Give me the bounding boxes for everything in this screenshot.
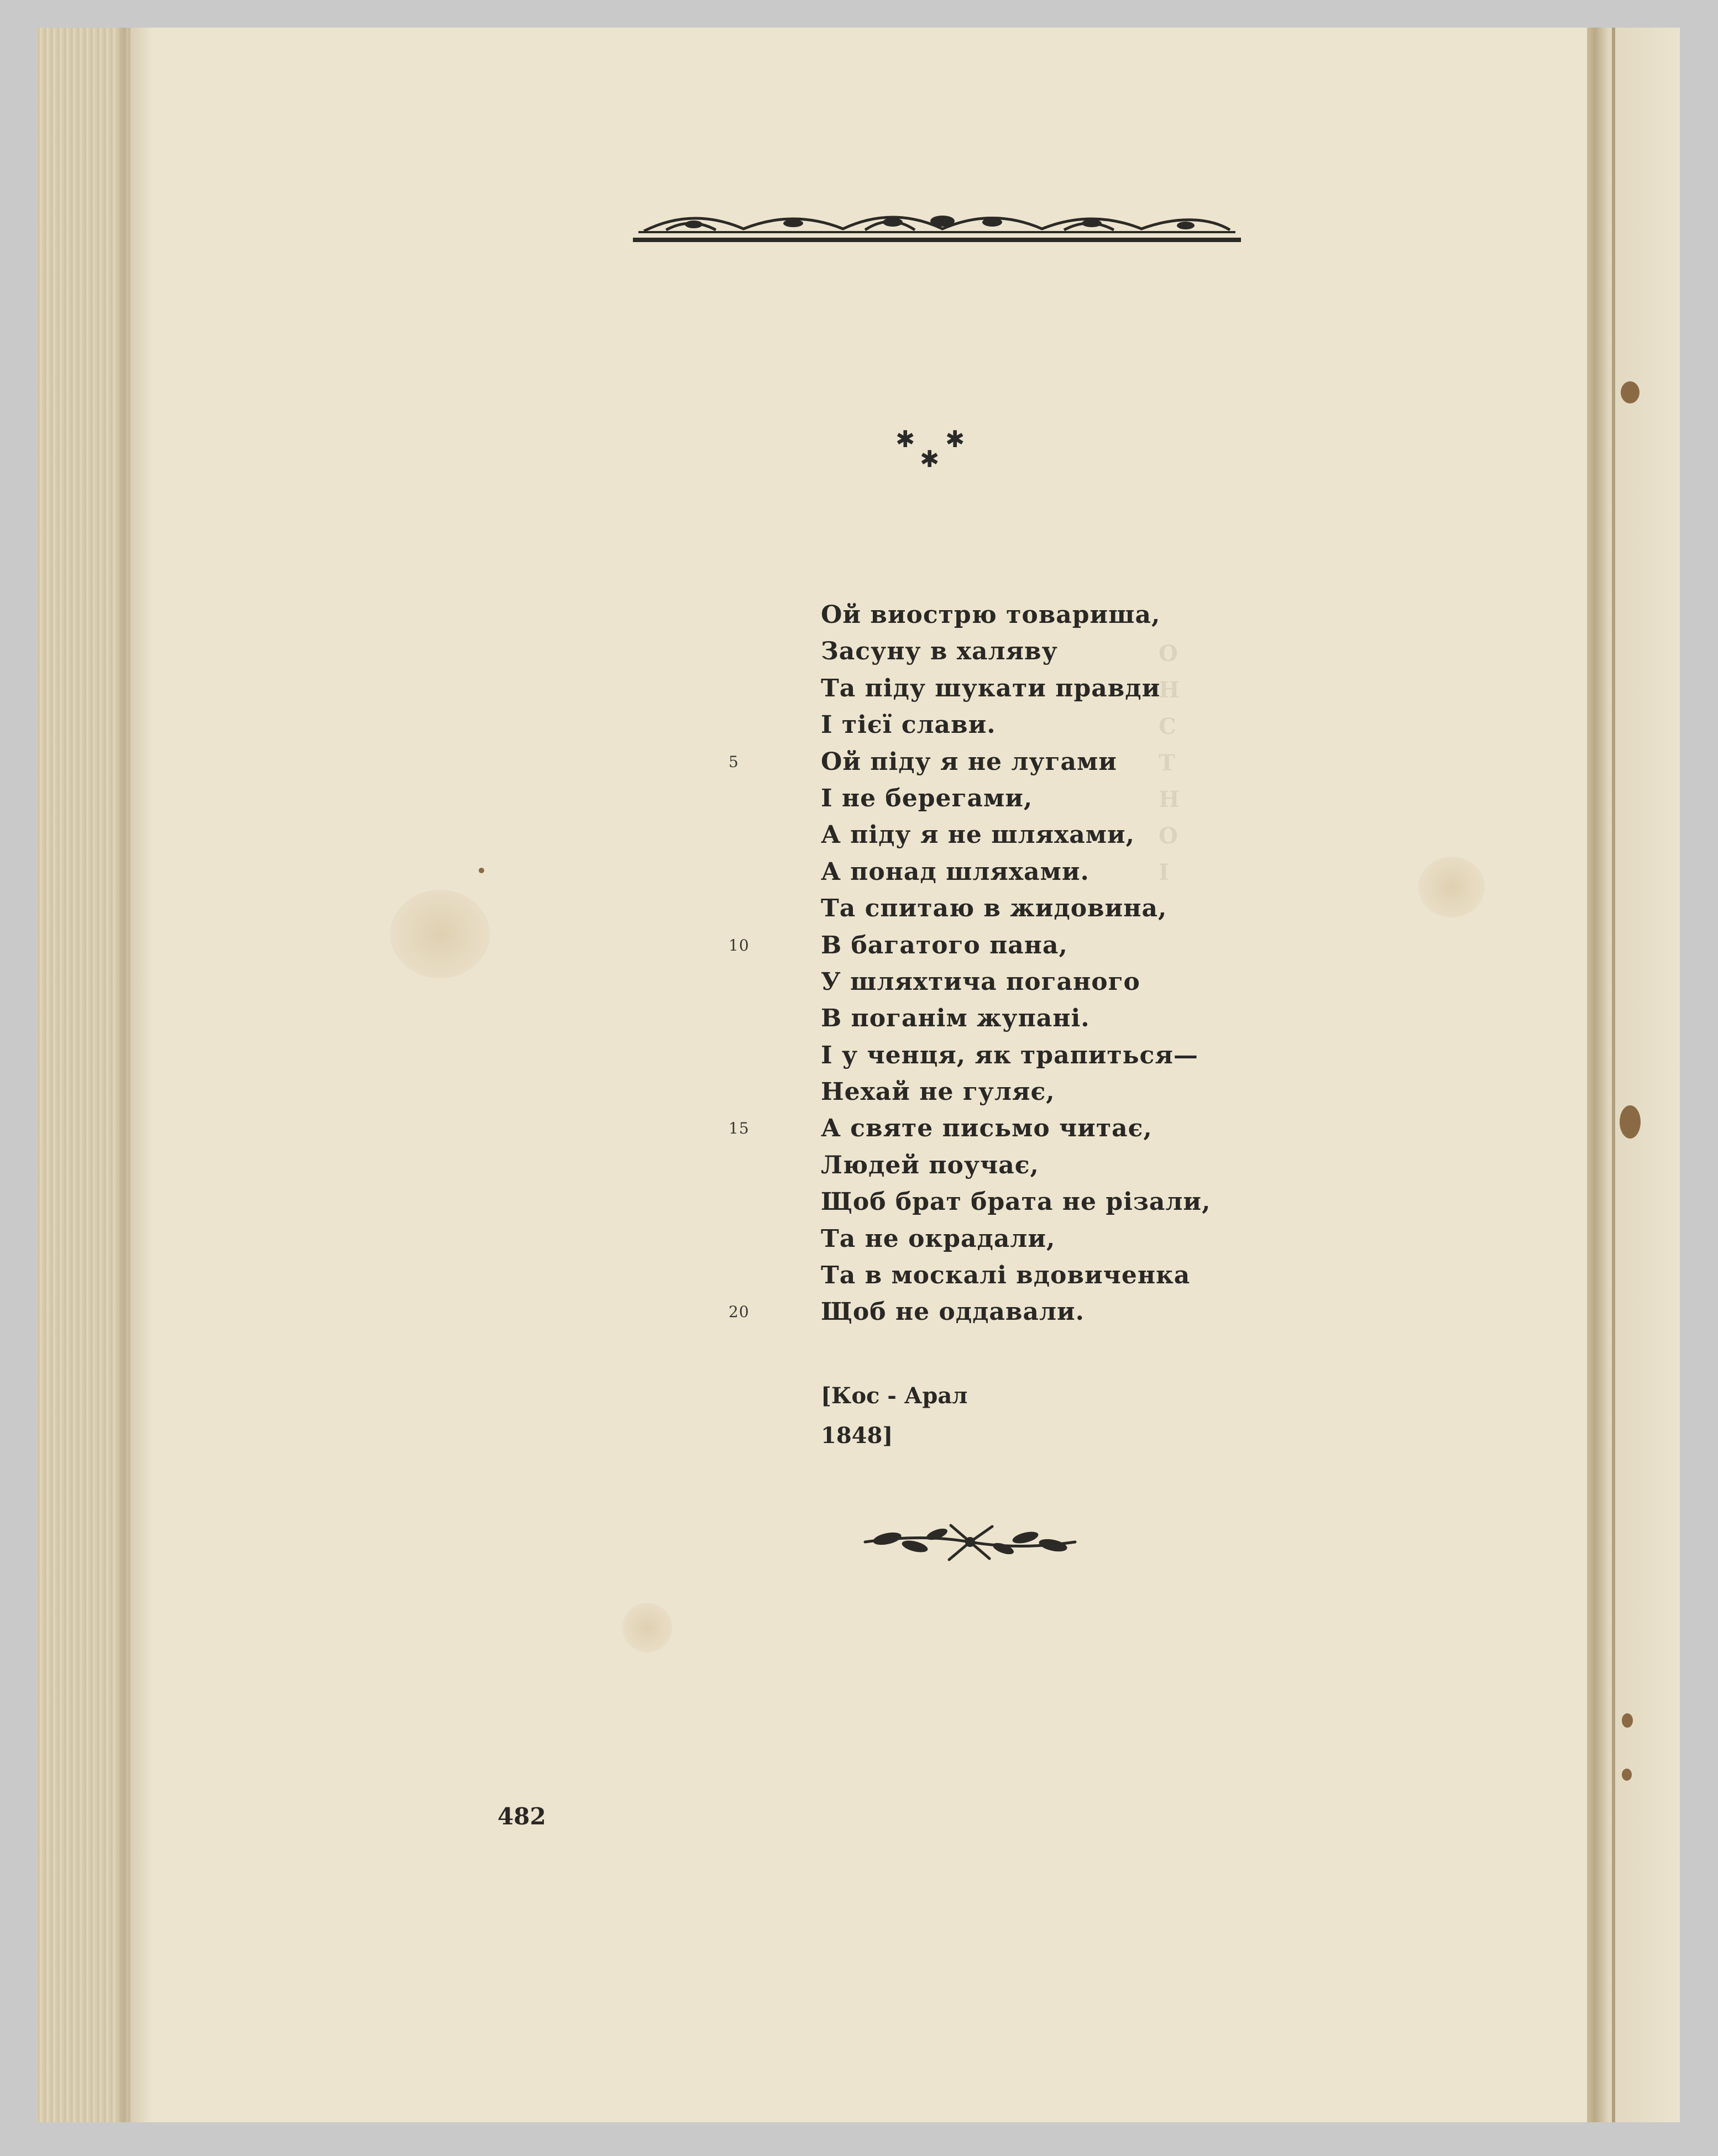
line-text: А святе письмо читає,: [821, 1114, 1153, 1143]
line-text: В поганім жупані.: [821, 1004, 1090, 1033]
line-text: Ой виострю товариша,: [821, 601, 1161, 629]
line-text: А понад шляхами.: [821, 857, 1090, 886]
paper-stain: [390, 890, 490, 978]
line-text: У шляхтича поганого: [821, 967, 1140, 996]
line-text: В багатого пана,: [821, 931, 1068, 959]
paper-speck: [1620, 1105, 1641, 1139]
poem-line: [790, 707, 1233, 743]
line-text: Ой піду я не лугами: [821, 747, 1117, 776]
poem-line: [790, 817, 1233, 853]
poem-line: [790, 633, 1233, 670]
floral-vignette-ornament: [854, 1514, 1086, 1570]
poem-line: [790, 597, 1233, 633]
dateline-place: [Кос - Арал: [821, 1383, 968, 1409]
line-number: 15: [729, 1119, 750, 1138]
line-text: Та піду шукати правди: [821, 674, 1161, 702]
line-text: Нехай не гуляє,: [821, 1078, 1055, 1106]
line-number: 10: [729, 936, 750, 954]
line-text: Щоб не оддавали.: [821, 1298, 1085, 1326]
line-text: Засуну в халяву: [821, 637, 1058, 666]
poem-text: [729, 597, 1233, 1331]
floral-band-ornament: [633, 209, 1241, 248]
asterism-icon: ✱ ✱ ✱: [895, 426, 965, 473]
poem-line: [790, 1037, 1233, 1074]
paper-stain: [1418, 857, 1485, 917]
poem-line: [729, 927, 1233, 964]
page-number: 482: [497, 1803, 546, 1830]
poem-line: [790, 1074, 1233, 1110]
line-text: Та спитаю в жидовина,: [821, 894, 1167, 923]
line-text: І тієї слави.: [821, 711, 996, 739]
book-gutter: [1587, 28, 1680, 2122]
page-edges: [36, 28, 130, 2122]
line-text: І не берегами,: [821, 784, 1033, 812]
poem-line: [790, 1184, 1233, 1220]
poem-line: [729, 1110, 1233, 1147]
paper-speck: [1621, 381, 1640, 403]
poem-line: [790, 780, 1233, 817]
line-text: Щоб брат брата не різали,: [821, 1188, 1211, 1216]
poem-line: [790, 1147, 1233, 1184]
gutter-line: [1612, 28, 1615, 2122]
poem-line: [790, 854, 1233, 890]
paper-speck: [1622, 1769, 1632, 1781]
paper-speck: [479, 868, 484, 873]
line-text: І у ченця, як трапиться—: [821, 1041, 1198, 1069]
line-number: 5: [729, 752, 739, 771]
line-text: Людей поучає,: [821, 1151, 1039, 1179]
dateline-year: 1848]: [821, 1423, 893, 1449]
poem-line: [790, 890, 1233, 927]
paper-speck: [1622, 1713, 1633, 1728]
poem-line: [790, 1221, 1233, 1257]
line-number: 20: [729, 1303, 750, 1321]
line-text: Та в москалі вдовиченка: [821, 1261, 1191, 1290]
poem-line: [729, 1294, 1233, 1330]
poem-line: [790, 670, 1233, 707]
line-text: А піду я не шляхами,: [821, 821, 1135, 849]
line-text: Та не окрадали,: [821, 1224, 1056, 1253]
bleed-through-text: О Н С Т Н О І: [1159, 641, 1180, 885]
poem-line: [729, 744, 1233, 780]
dateline: [821, 1376, 967, 1456]
poem-line: [790, 1257, 1233, 1294]
poem-line: [790, 964, 1233, 1000]
paper-stain: [622, 1603, 672, 1653]
poem-line: [790, 1000, 1233, 1037]
